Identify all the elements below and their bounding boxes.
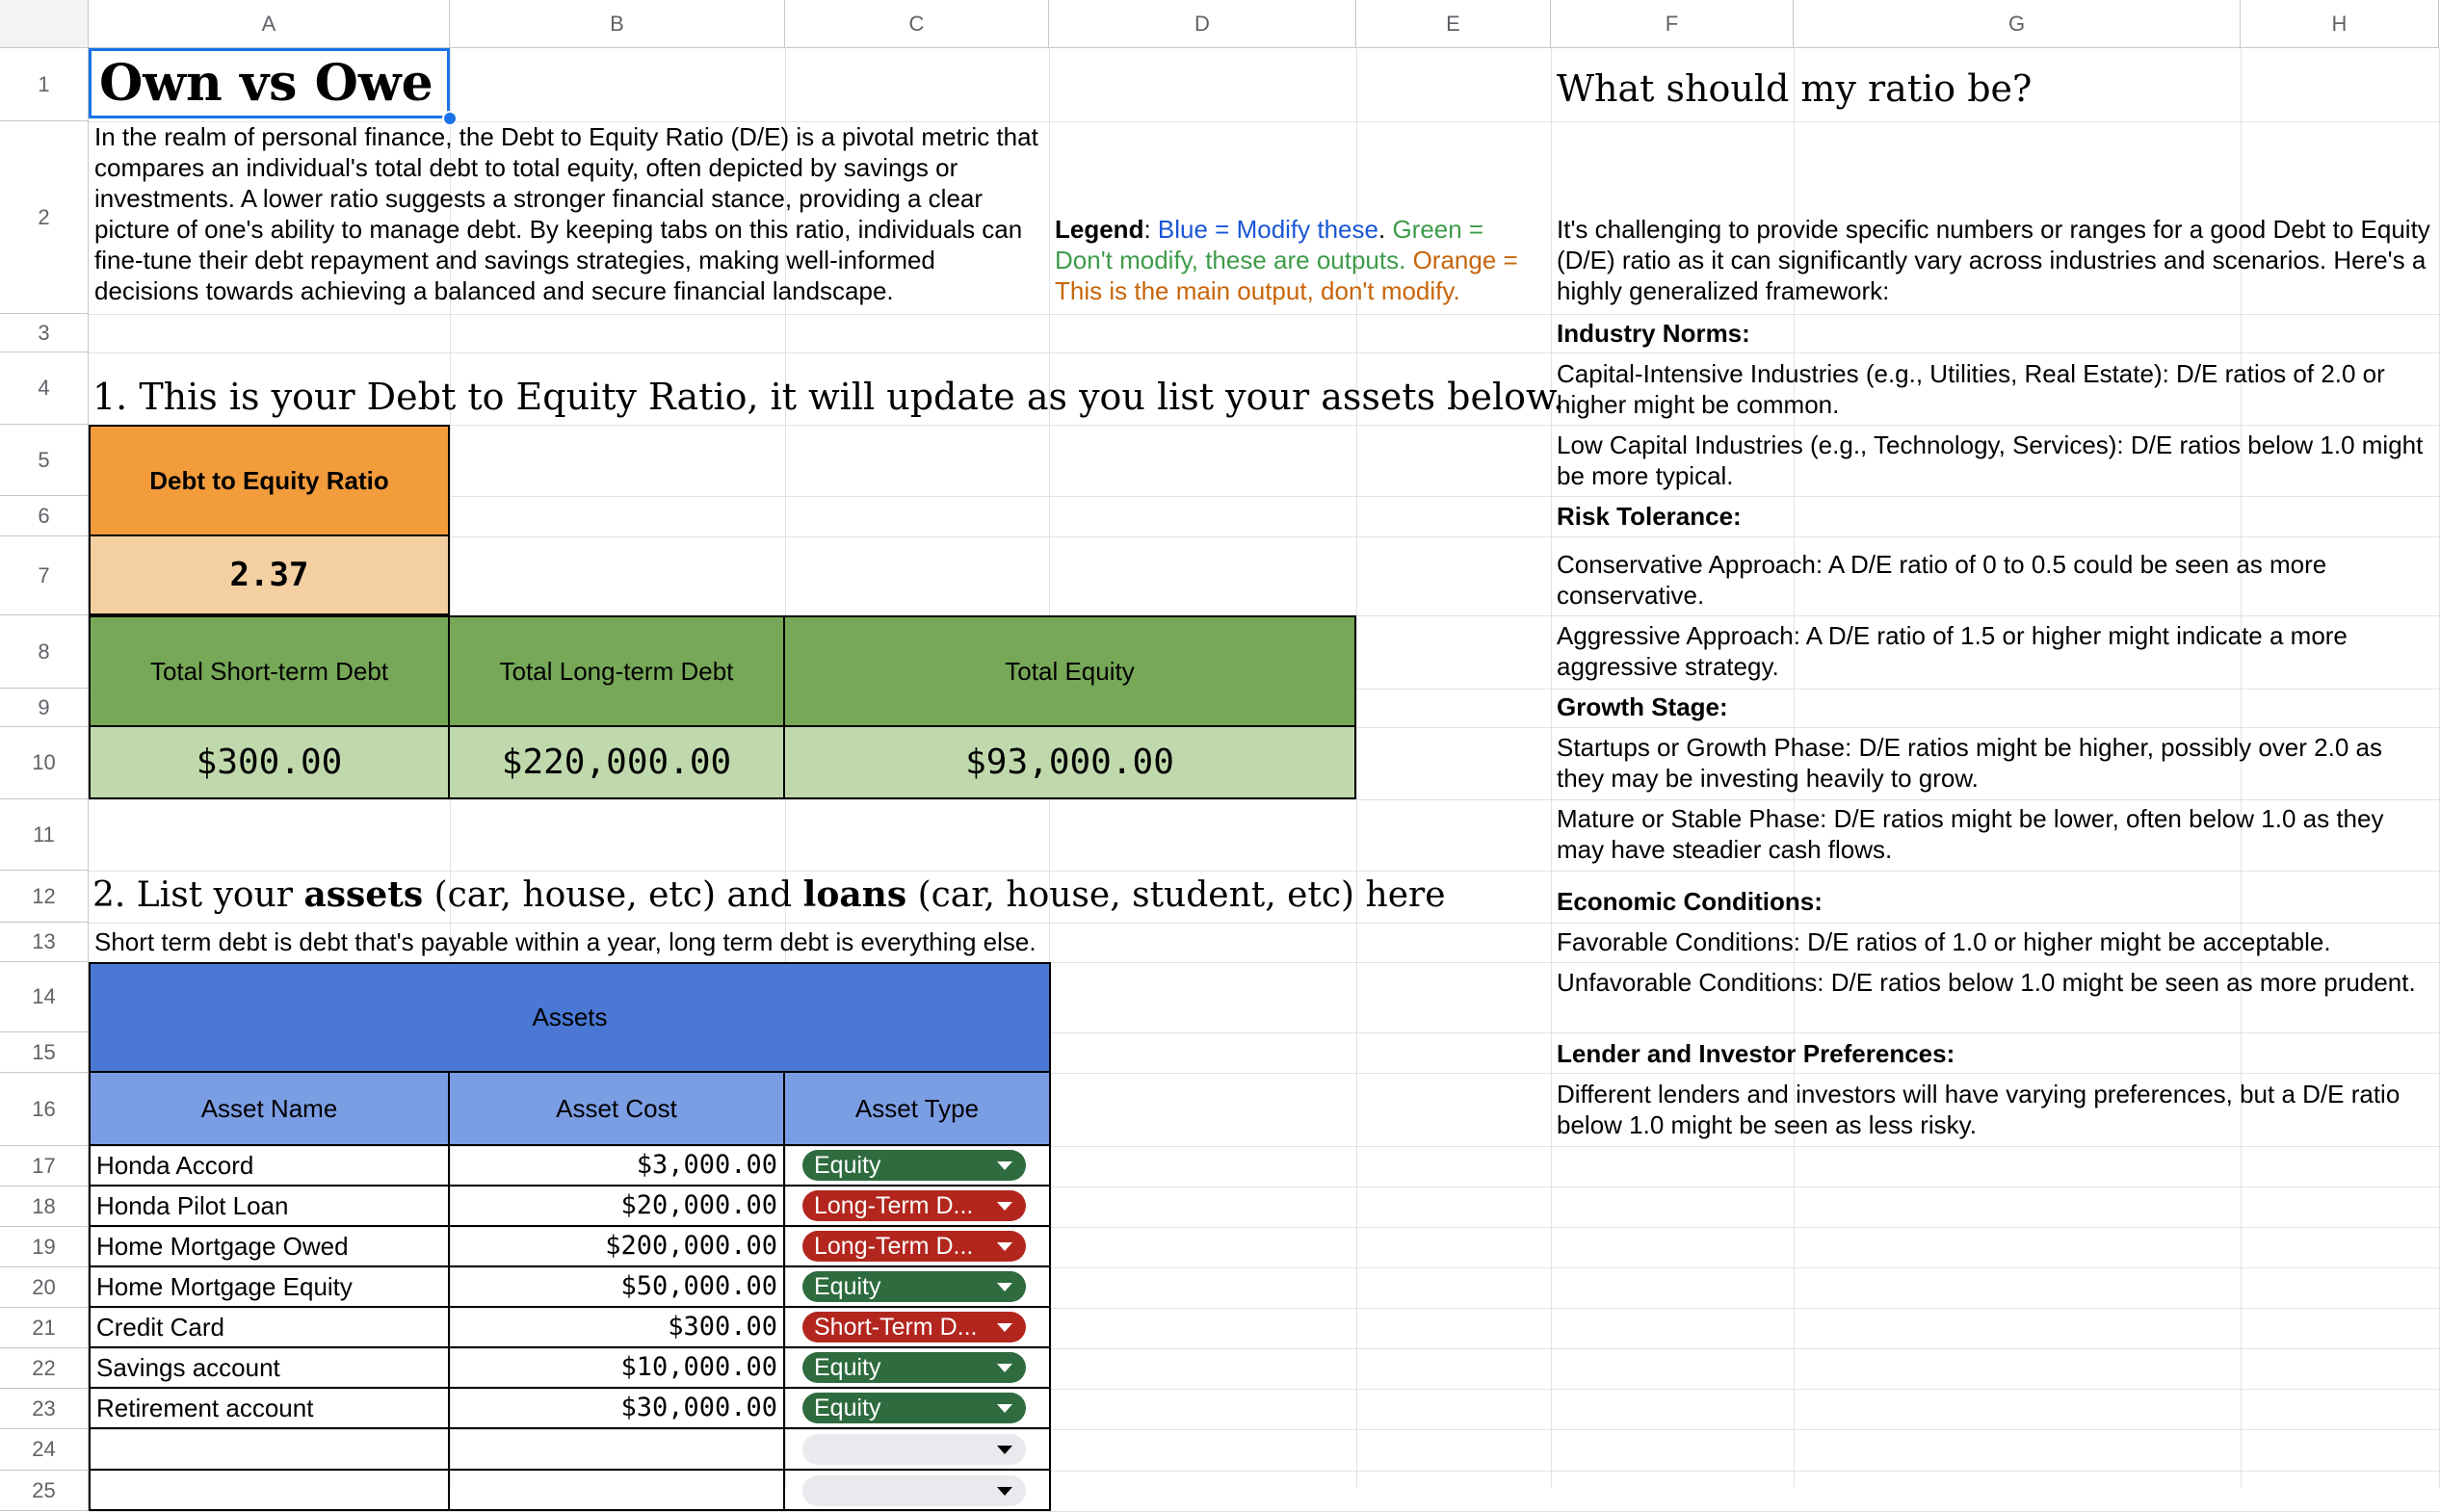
loans-keyword: loans xyxy=(802,874,907,915)
guide-favorable: Favorable Conditions: D/E ratios of 1.0 or higher might be acceptable. xyxy=(1557,927,2331,956)
guide-risk-tolerance: Risk Tolerance: xyxy=(1557,502,1742,531)
gridline-horizontal xyxy=(89,799,2439,800)
row-header-5[interactable]: 5 xyxy=(0,425,89,496)
asset-type-dropdown[interactable] xyxy=(802,1190,1026,1221)
asset-type-label: Equity xyxy=(814,1273,881,1300)
asset-type-label: Equity xyxy=(814,1152,881,1179)
row-header-6[interactable]: 6 xyxy=(0,496,89,536)
column-header-g[interactable]: G xyxy=(1794,0,2241,48)
asset-type-dropdown[interactable] xyxy=(802,1231,1026,1262)
asset-name-cell-empty[interactable] xyxy=(89,1471,450,1511)
asset-type-label: Equity xyxy=(814,1395,881,1421)
asset-name: Honda Accord xyxy=(96,1151,254,1180)
asset-cost: $200,000.00 xyxy=(605,1231,777,1261)
sheet-title-cell[interactable] xyxy=(89,48,450,118)
column-header-h[interactable]: H xyxy=(2241,0,2439,48)
asset-name: Honda Pilot Loan xyxy=(96,1191,289,1220)
total-short-term-debt-value[interactable]: $300.00 xyxy=(89,727,450,799)
asset-type-dropdown-empty[interactable] xyxy=(802,1434,1026,1465)
asset-cost: $50,000.00 xyxy=(620,1271,777,1301)
gridline-horizontal xyxy=(89,314,2439,315)
ratio-value[interactable]: 2.37 xyxy=(89,536,450,615)
row-header-7[interactable]: 7 xyxy=(0,536,89,615)
sheet-title: Own vs Owe xyxy=(99,54,433,113)
row-header-17[interactable]: 17 xyxy=(0,1146,89,1186)
asset-name: Credit Card xyxy=(96,1313,224,1342)
guide-capital-intensive: Capital-Intensive Industries (e.g., Utilities, Real Estate): D/E ratios of 2.0 or higher might be common. xyxy=(1557,359,2385,419)
asset-cost: $300.00 xyxy=(668,1312,777,1342)
asset-type-cell[interactable] xyxy=(785,1389,1051,1429)
guide-unfavorable: Unfavorable Conditions: D/E ratios below 1.0 might be seen as more prudent. xyxy=(1557,968,2416,997)
asset-type-dropdown[interactable] xyxy=(802,1271,1026,1302)
short-term-note: Short term debt is debt that's payable within a year, long term debt is everything else. xyxy=(94,927,1036,956)
column-header-e[interactable]: E xyxy=(1356,0,1551,48)
legend-colon: : xyxy=(1143,215,1158,244)
assets-keyword: assets xyxy=(303,874,424,915)
row-header-11[interactable]: 11 xyxy=(0,799,89,871)
asset-type-dropdown[interactable] xyxy=(802,1352,1026,1383)
asset-name-cell[interactable] xyxy=(89,1348,450,1389)
asset-type-label: Equity xyxy=(814,1354,881,1381)
asset-cost-cell-empty[interactable] xyxy=(450,1471,785,1511)
asset-cost-cell[interactable] xyxy=(450,1308,785,1348)
total-long-term-debt-value[interactable]: $220,000.00 xyxy=(450,727,785,799)
asset-cost-cell[interactable] xyxy=(450,1146,785,1186)
row-header-22[interactable]: 22 xyxy=(0,1348,89,1389)
asset-cost-cell[interactable] xyxy=(450,1389,785,1429)
total-short-term-debt-header: Total Short-term Debt xyxy=(89,615,450,727)
section-1-heading: 1. This is your Debt to Equity Ratio, it will update as you list your assets below. xyxy=(92,376,1565,418)
asset-type-label: Long-Term D... xyxy=(814,1233,974,1260)
row-header-1[interactable]: 1 xyxy=(0,48,89,121)
asset-type-cell[interactable] xyxy=(785,1227,1051,1267)
select-all-corner[interactable] xyxy=(0,0,89,48)
gridline-horizontal xyxy=(89,871,2439,872)
total-long-term-debt-header: Total Long-term Debt xyxy=(450,615,785,727)
row-header-9[interactable]: 9 xyxy=(0,689,89,727)
asset-name-cell[interactable] xyxy=(89,1227,450,1267)
total-equity-value[interactable]: $93,000.00 xyxy=(785,727,1356,799)
legend-blue: Blue = Modify these xyxy=(1157,215,1378,244)
asset-cost-header: Asset Cost xyxy=(450,1073,785,1146)
asset-cost-cell[interactable] xyxy=(450,1348,785,1389)
row-header-14[interactable]: 14 xyxy=(0,962,89,1032)
legend-orange: Orange = This is the main output, don't modify. xyxy=(1055,246,1518,305)
asset-cost-cell-empty[interactable] xyxy=(450,1429,785,1471)
row-header-4[interactable]: 4 xyxy=(0,352,89,425)
guide-economic-conditions: Economic Conditions: xyxy=(1557,887,1823,916)
asset-cost-cell[interactable] xyxy=(450,1267,785,1308)
ratio-guide-intro: It's challenging to provide specific numbers or ranges for a good Debt to Equity (D/E) ratio as it can significantly vary across industries and scenarios. Here's a highly generalized framework: xyxy=(1557,215,2430,305)
dropdown-arrow-icon xyxy=(997,1283,1012,1291)
total-equity-header: Total Equity xyxy=(785,615,1356,727)
dropdown-arrow-icon xyxy=(997,1161,1012,1170)
asset-type-cell-empty[interactable] xyxy=(785,1471,1051,1511)
ratio-header: Debt to Equity Ratio xyxy=(89,425,450,536)
asset-name-cell[interactable] xyxy=(89,1308,450,1348)
column-header-c[interactable]: C xyxy=(785,0,1049,48)
section-2-heading: 2. List your assets (car, house, etc) and loans (car, house, student, etc) here xyxy=(92,874,1446,915)
asset-type-cell[interactable] xyxy=(785,1267,1051,1308)
asset-cost: $20,000.00 xyxy=(620,1190,777,1220)
asset-name-cell-empty[interactable] xyxy=(89,1429,450,1471)
guide-different-lenders: Different lenders and investors will have varying preferences, but a D/E ratio below 1.0 might be seen as less risky. xyxy=(1557,1080,2401,1139)
asset-name-header: Asset Name xyxy=(89,1073,450,1146)
asset-name: Home Mortgage Owed xyxy=(96,1232,349,1261)
guide-conservative: Conservative Approach: A D/E ratio of 0 to 0.5 could be seen as more conservative. xyxy=(1557,550,2327,610)
asset-name-cell[interactable] xyxy=(89,1389,450,1429)
ratio-guide-title: What should my ratio be? xyxy=(1557,67,2033,110)
asset-type-header: Asset Type xyxy=(785,1073,1051,1146)
dropdown-arrow-icon xyxy=(997,1364,1012,1372)
row-header-8[interactable]: 8 xyxy=(0,615,89,689)
guide-aggressive: Aggressive Approach: A D/E ratio of 1.5 or higher might indicate a more aggressive strategy. xyxy=(1557,621,2348,681)
asset-cost: $10,000.00 xyxy=(620,1352,777,1382)
asset-type-label: Long-Term D... xyxy=(814,1192,974,1219)
asset-cost-cell[interactable] xyxy=(450,1227,785,1267)
asset-cost-cell[interactable] xyxy=(450,1186,785,1227)
dropdown-arrow-icon xyxy=(997,1323,1012,1332)
row-header-19[interactable]: 19 xyxy=(0,1227,89,1267)
asset-type-cell-empty[interactable] xyxy=(785,1429,1051,1471)
row-header-15[interactable]: 15 xyxy=(0,1032,89,1073)
asset-name: Retirement account xyxy=(96,1394,314,1422)
row-header-24[interactable]: 24 xyxy=(0,1429,89,1471)
gridline-horizontal xyxy=(89,923,2439,924)
row-header-18[interactable]: 18 xyxy=(0,1186,89,1227)
asset-type-dropdown[interactable] xyxy=(802,1312,1026,1343)
legend-space xyxy=(1405,246,1412,274)
row-header-16[interactable]: 16 xyxy=(0,1073,89,1146)
asset-type-cell[interactable] xyxy=(785,1146,1051,1186)
asset-name: Savings account xyxy=(96,1353,280,1382)
column-header-b[interactable]: B xyxy=(450,0,785,48)
dropdown-arrow-icon xyxy=(997,1446,1012,1454)
column-header-a[interactable]: A xyxy=(89,0,450,48)
row-header-12[interactable]: 12 xyxy=(0,871,89,923)
row-header-21[interactable]: 21 xyxy=(0,1308,89,1348)
row-header-20[interactable]: 20 xyxy=(0,1267,89,1308)
guide-lender-preferences: Lender and Investor Preferences: xyxy=(1557,1039,1955,1068)
gridline-horizontal xyxy=(89,352,2439,353)
row-header-25[interactable]: 25 xyxy=(0,1471,89,1511)
dropdown-arrow-icon xyxy=(997,1404,1012,1413)
asset-cost: $30,000.00 xyxy=(620,1393,777,1422)
asset-name-cell[interactable] xyxy=(89,1146,450,1186)
row-header-23[interactable]: 23 xyxy=(0,1389,89,1429)
legend-green: Green = Don't modify, these are outputs. xyxy=(1055,215,1484,274)
dropdown-arrow-icon xyxy=(997,1202,1012,1211)
row-header-10[interactable]: 10 xyxy=(0,727,89,799)
asset-type-dropdown-empty[interactable] xyxy=(802,1475,1026,1506)
guide-growth-stage: Growth Stage: xyxy=(1557,692,1728,721)
intro-text: In the realm of personal finance, the Debt to Equity Ratio (D/E) is a pivotal metric that compares an individual's total debt to total equity, often depicted by savings or investments. A lower ratio suggests a stronger financial stance, providing a clear picture of one's ability to manage debt. By keeping tabs on this ratio, individuals can fine-tune their debt repayment and savings strategies, making well-informed decisions towards achieving a balanced and secure financial landscape. xyxy=(94,122,1038,305)
asset-type-dropdown[interactable] xyxy=(802,1393,1026,1423)
row-header-2[interactable]: 2 xyxy=(0,121,89,314)
guide-low-capital: Low Capital Industries (e.g., Technology, Services): D/E ratios below 1.0 might be more typical. xyxy=(1557,430,2424,490)
assets-table-title: Assets xyxy=(89,962,1051,1073)
guide-mature: Mature or Stable Phase: D/E ratios might be lower, often below 1.0 as they may have steadier cash flows. xyxy=(1557,804,2384,864)
row-header-13[interactable]: 13 xyxy=(0,923,89,962)
asset-type-label: Short-Term D... xyxy=(814,1314,978,1341)
guide-industry-norms: Industry Norms: xyxy=(1557,319,1750,348)
legend-label: Legend xyxy=(1055,215,1144,244)
asset-type-cell[interactable] xyxy=(785,1186,1051,1227)
column-header-f[interactable]: F xyxy=(1551,0,1794,48)
column-header-d[interactable]: D xyxy=(1049,0,1356,48)
asset-name: Home Mortgage Equity xyxy=(96,1272,353,1301)
row-header-3[interactable]: 3 xyxy=(0,314,89,352)
asset-cost: $3,000.00 xyxy=(636,1150,777,1180)
asset-type-cell[interactable] xyxy=(785,1308,1051,1348)
guide-startups: Startups or Growth Phase: D/E ratios might be higher, possibly over 2.0 as they may be investing heavily to grow. xyxy=(1557,733,2382,793)
dropdown-arrow-icon xyxy=(997,1487,1012,1496)
asset-type-dropdown[interactable] xyxy=(802,1150,1026,1181)
asset-name-cell[interactable] xyxy=(89,1267,450,1308)
dropdown-arrow-icon xyxy=(997,1242,1012,1251)
asset-name-cell[interactable] xyxy=(89,1186,450,1227)
legend-text xyxy=(1049,214,1550,310)
legend-dot: . xyxy=(1377,215,1393,244)
asset-type-cell[interactable] xyxy=(785,1348,1051,1389)
